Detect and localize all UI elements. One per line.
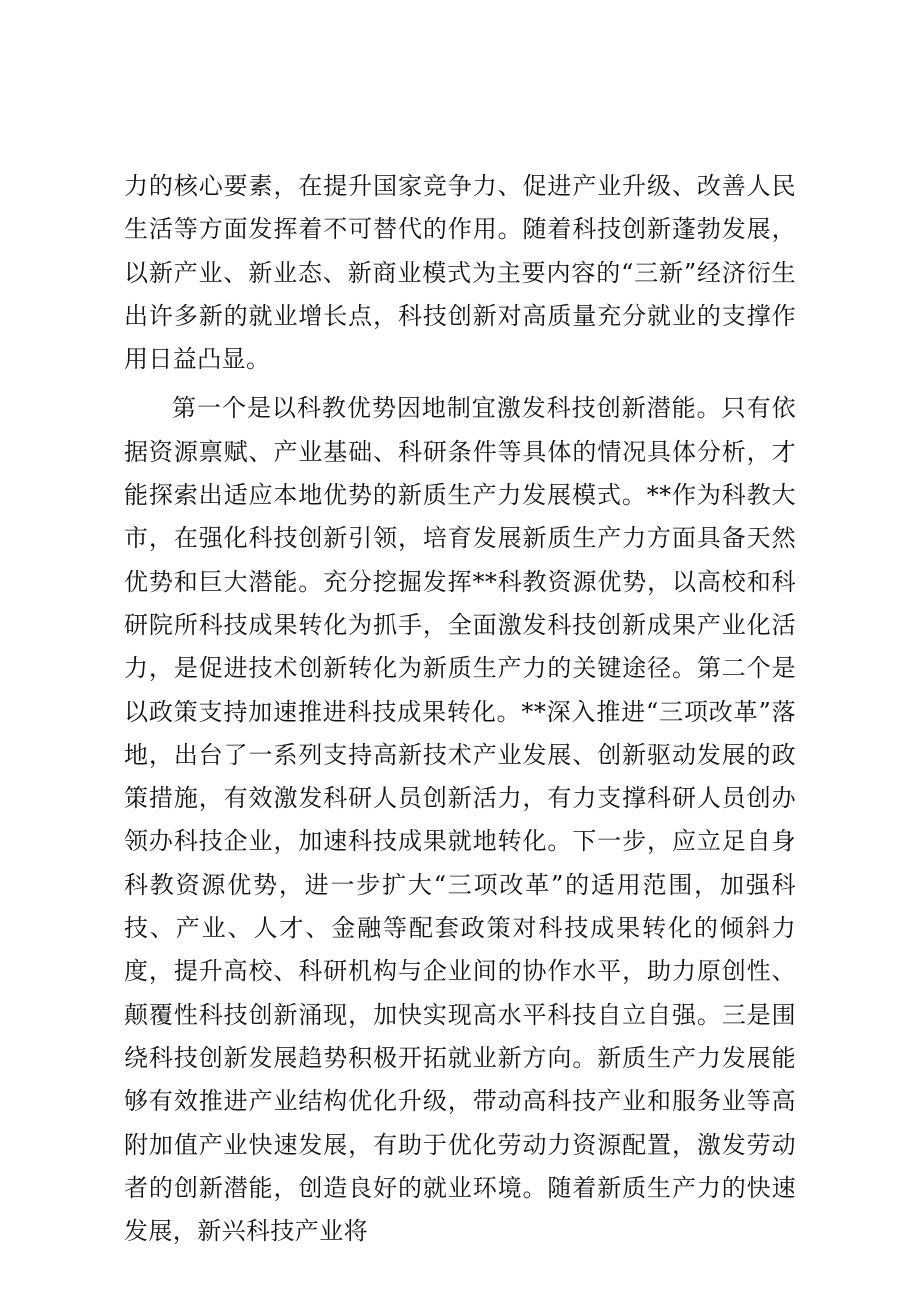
paragraph-2: 第一个是以科教优势因地制宜激发科技创新潜能。只有依据资源禀赋、产业基础、科研条件等具体的情况具体分析，才能探索出适应本地优势的新质生产力发展模式。**作为科教大市，在强化科技创新引领，培育发展新质生产力方面具备天然优势和巨大潜能。充分挖掘发挥**科教资源优势，以高校和科研院所科技成果转化为抓手，全面激发科技创新成果产业化活力，是促进技术创新转化为新质生产力的关键途径。第二个是以政策支持加速推进科技成果转化。**深入推进“三项改革”落地，出台了一系列支持高新技术产业发展、创新驱动发展的政策措施，有效激发科研人员创新活力，有力支撑科研人员创办领办科技企业，加速科技成果就地转化。下一步，应立足自身科教资源优势，进一步扩大“三项改革”的适用范围，加强科技、产业、人才、金融等配套政策对科技成果转化的倾斜力度，提升高校、科研机构与企业间的协作水平，助力原创性、颠覆性科技创新涌现，加快实现高水平科技自立自强。三是围绕科技创新发展趋势积极开拓就业新方向。新质生产力发展能够有效推进产业结构优化升级，带动高科技产业和服务业等高附加值产业快速发展，有助于优化劳动力资源配置，激发劳动者的创新潜能，创造良好的就业环境。随着新质生产力的快速发展，新兴科技产业将 xyxy=(124,394,796,1246)
paragraph-1: 力的核心要素，在提升国家竞争力、促进产业升级、改善人民生活等方面发挥着不可替代的作用。随着科技创新蓬勃发展，以新产业、新业态、新商业模式为主要内容的“三新”经济衍生出许多新的就业增长点，科技创新对高质量充分就业的支撑作用日益凸显。 xyxy=(124,172,796,374)
document-body xyxy=(124,165,796,1253)
